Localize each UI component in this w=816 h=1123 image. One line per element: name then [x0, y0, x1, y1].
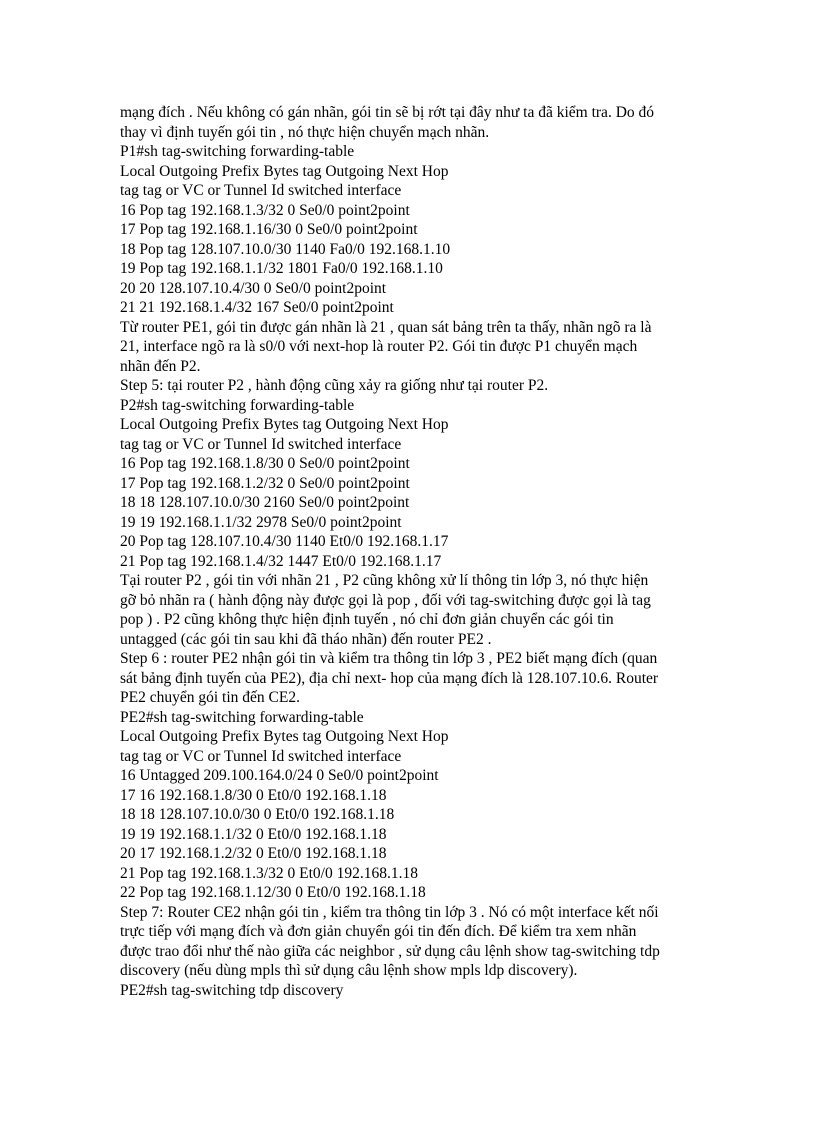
table-row: 21 Pop tag 192.168.1.4/32 1447 Et0/0 192.168.1.17	[120, 552, 442, 570]
table-row: 18 Pop tag 128.107.10.0/30 1140 Fa0/0 192.168.1.10	[120, 240, 451, 258]
table-header: tag tag or VC or Tunnel Id switched interface	[120, 435, 402, 453]
table-header: tag tag or VC or Tunnel Id switched interface	[120, 182, 402, 199]
table-header: Local Outgoing Prefix Bytes tag Outgoing Next Hop	[120, 162, 449, 180]
step-line: Step 6 : router PE2 nhận gói tin và kiểm tra thông tin lớp 3 , PE2 biết mạng đích (quan	[120, 650, 658, 667]
step-line: Step 5: tại router P2 , hành động cũng xảy ra giống như tại router P2.	[120, 377, 549, 394]
table-header: tag tag or VC or Tunnel Id switched interface	[120, 747, 402, 765]
table-row: 21 21 192.168.1.4/32 167 Se0/0 point2point	[120, 299, 394, 316]
table-row: 19 19 192.168.1.1/32 0 Et0/0 192.168.1.18	[120, 825, 387, 843]
table-row: 17 Pop tag 192.168.1.2/32 0 Se0/0 point2point	[120, 474, 410, 492]
command-line: PE2#sh tag-switching forwarding-table	[120, 708, 364, 726]
table-header: Local Outgoing Prefix Bytes tag Outgoing Next Hop	[120, 728, 449, 745]
command-line: PE2#sh tag-switching tdp discovery	[120, 981, 344, 999]
text-line: untagged (các gói tin sau khi đã tháo nhãn) đến router PE2 .	[120, 630, 492, 648]
table-row: 18 18 128.107.10.0/30 0 Et0/0 192.168.1.18	[120, 806, 395, 823]
text-line: Tại router P2 , gói tin với nhãn 21 , P2 cũng không xử lí thông tin lớp 3, nó thực hiện	[120, 572, 649, 589]
table-row: 16 Pop tag 192.168.1.3/32 0 Se0/0 point2point	[120, 201, 410, 219]
text-line: mạng đích . Nếu không có gán nhãn, gói tin sẽ bị rớt tại đây như ta đã kiểm tra. Do đó	[120, 104, 655, 121]
table-row: 16 Pop tag 192.168.1.8/30 0 Se0/0 point2point	[120, 455, 410, 472]
command-line: P1#sh tag-switching forwarding-table	[120, 143, 355, 160]
text-line: được trao đổi như thế nào giữa các neighbor , sử dụng câu lệnh show tag-switching tdp	[120, 942, 660, 960]
table-row: 20 20 128.107.10.4/30 0 Se0/0 point2point	[120, 279, 387, 297]
text-line: PE2 chuyển gói tin đến CE2.	[120, 689, 300, 706]
table-row: 18 18 128.107.10.0/30 2160 Se0/0 point2point	[120, 494, 410, 511]
text-line: gỡ bỏ nhãn ra ( hành động này được gọi là pop , đối với tag-switching được gọi là tag	[120, 591, 651, 609]
command-line: P2#sh tag-switching forwarding-table	[120, 396, 355, 414]
table-row: 19 Pop tag 192.168.1.1/32 1801 Fa0/0 192.168.1.10	[120, 260, 443, 277]
table-row: 20 17 192.168.1.2/32 0 Et0/0 192.168.1.18	[120, 845, 387, 862]
step-line: Step 7: Router CE2 nhận gói tin , kiểm tra thông tin lớp 3 . Nó có một interface kết nối	[120, 903, 659, 921]
table-row: 16 Untagged 209.100.164.0/24 0 Se0/0 point2point	[120, 767, 439, 784]
table-header: Local Outgoing Prefix Bytes tag Outgoing Next Hop	[120, 416, 449, 433]
table-row: 19 19 192.168.1.1/32 2978 Se0/0 point2point	[120, 513, 402, 531]
text-line: Từ router PE1, gói tin được gán nhãn là 21 , quan sát bảng trên ta thấy, nhãn ngõ ra là	[120, 318, 652, 336]
table-row: 17 Pop tag 192.168.1.16/30 0 Se0/0 point2point	[120, 221, 418, 238]
table-row: 17 16 192.168.1.8/30 0 Et0/0 192.168.1.18	[120, 786, 387, 804]
table-row: 22 Pop tag 192.168.1.12/30 0 Et0/0 192.168.1.18	[120, 884, 426, 901]
text-line: pop ) . P2 cũng không thực hiện định tuyến , nó chỉ đơn giản chuyển các gói tin	[120, 611, 614, 628]
text-line: sát bảng định tuyến của PE2), địa chỉ next- hop của mạng đích là 128.107.10.6. Router	[120, 669, 659, 687]
table-row: 21 Pop tag 192.168.1.3/32 0 Et0/0 192.168.1.18	[120, 864, 418, 882]
text-line: trực tiếp với mạng đích và đơn giản chuyển gói tin đến đích. Để kiểm tra xem nhãn	[120, 923, 637, 940]
text-line: thay vì định tuyến gói tin , nó thực hiện chuyển mạch nhãn.	[120, 123, 490, 141]
text-line: discovery (nếu dùng mpls thì sử dụng câu lệnh show mpls ldp discovery).	[120, 962, 578, 979]
text-line: nhãn đến P2.	[120, 357, 201, 375]
text-line: 21, interface ngõ ra là s0/0 với next-hop là router P2. Gói tin được P1 chuyển mạch	[120, 338, 638, 355]
document-body	[120, 103, 720, 1000]
table-row: 20 Pop tag 128.107.10.4/30 1140 Et0/0 192.168.1.17	[120, 533, 449, 550]
